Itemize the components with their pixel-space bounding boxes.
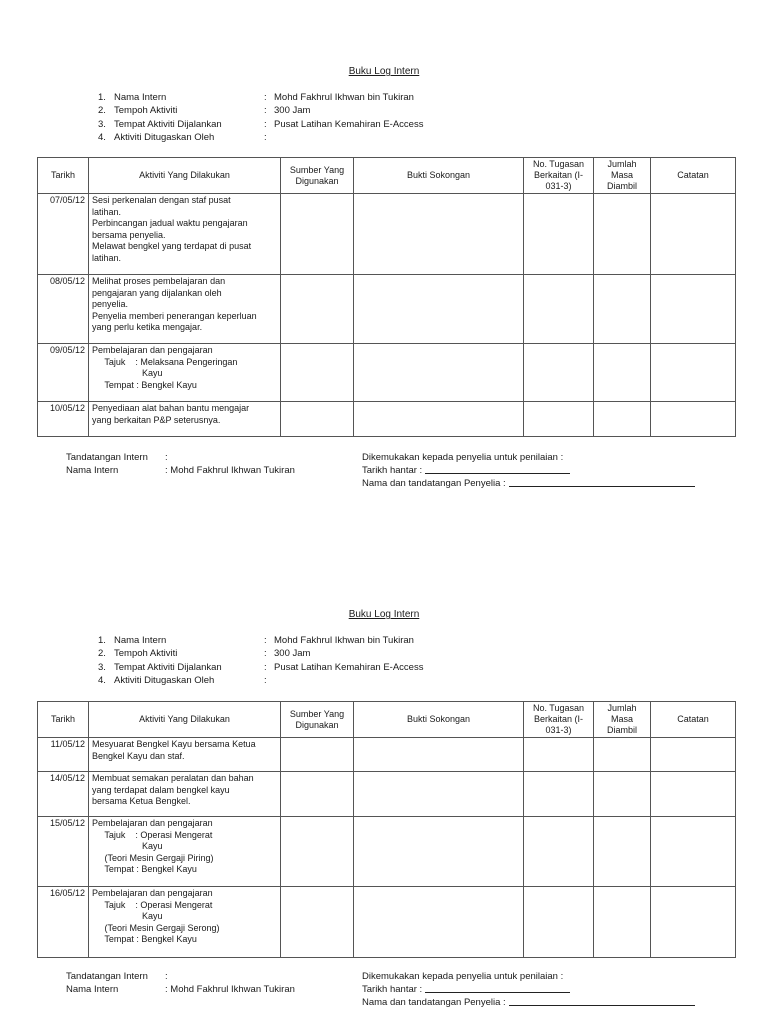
activity-line: Melihat proses pembelajaran dan: [92, 276, 226, 286]
time-taken-cell: [594, 344, 651, 402]
resource-cell: [281, 817, 354, 887]
activity-line: Mesyuarat Bengkel Kayu bersama Ketua: [92, 739, 256, 749]
time-taken-cell: [594, 275, 651, 344]
notes-cell: [651, 817, 736, 887]
submission-label: Nama dan tandatangan Penyelia :: [362, 997, 506, 1008]
table-row: [38, 275, 736, 344]
signature-line[interactable]: [425, 464, 570, 474]
signature-line[interactable]: [509, 477, 695, 487]
resource-cell: [281, 194, 354, 275]
column-header: Bukti Sokongan: [354, 702, 524, 738]
evidence-cell: [354, 887, 524, 958]
activity-line: Tajuk : Operasi Mengerat: [92, 829, 213, 840]
info-item: [98, 647, 598, 660]
task-number-cell: [524, 275, 594, 344]
column-header: No. Tugasan Berkaitan (I-031-3): [524, 702, 594, 738]
info-item: [98, 674, 598, 687]
activity-line: Tempat : Bengkel Kayu: [92, 379, 197, 390]
notes-cell: [651, 887, 736, 958]
column-header: Jumlah Masa Diambil: [594, 702, 651, 738]
notes-cell: [651, 344, 736, 402]
submission-label: Nama dan tandatangan Penyelia :: [362, 478, 506, 489]
table-row: [38, 344, 736, 402]
info-value: Pusat Latihan Kemahiran E-Access: [274, 661, 424, 673]
activity-line: bersama penyelia.: [92, 229, 166, 240]
activity-cell: [89, 194, 281, 275]
date-cell: 07/05/12: [38, 194, 89, 275]
table-row: [38, 772, 736, 817]
notes-cell: [651, 275, 736, 344]
submission-row: [362, 451, 695, 464]
time-taken-cell: [594, 738, 651, 772]
activity-line: Perbincangan jadual waktu pengajaran: [92, 218, 248, 228]
table-row: [38, 402, 736, 437]
intern-info-list: [98, 91, 598, 144]
notes-cell: [651, 738, 736, 772]
submission-label: Dikemukakan kepada penyelia untuk penilaian :: [362, 452, 564, 463]
submission-row: [362, 477, 695, 490]
log-table: [37, 701, 736, 958]
activity-line: pengajaran yang dijalankan oleh: [92, 287, 222, 298]
date-cell: 14/05/12: [38, 772, 89, 817]
task-number-cell: [524, 194, 594, 275]
activity-line: yang perlu ketika mengajar.: [92, 322, 203, 332]
signature-row: [66, 970, 295, 983]
activity-line: Tempat : Bengkel Kayu: [92, 864, 197, 874]
notes-cell: [651, 402, 736, 437]
activity-line: latihan.: [92, 206, 122, 217]
info-colon: :: [264, 635, 267, 646]
table-header-row: [38, 158, 736, 194]
activity-line: Tajuk : Operasi Mengerat: [92, 899, 213, 910]
submission-row: [362, 970, 695, 983]
resource-cell: [281, 738, 354, 772]
info-value: Mohd Fakhrul Ikhwan bin Tukiran: [274, 92, 414, 103]
info-num: 4.: [98, 131, 106, 143]
activity-line: yang berkaitan P&P seterusnya.: [92, 414, 221, 425]
activity-line: Penyelia memberi penerangan keperluan: [92, 310, 257, 321]
activity-line: Pembelajaran dan pengajaran: [92, 345, 213, 355]
signature-value: : Mohd Fakhrul Ikhwan Tukiran: [165, 465, 295, 476]
info-value: Mohd Fakhrul Ikhwan bin Tukiran: [274, 635, 414, 646]
resource-cell: [281, 275, 354, 344]
signature-line[interactable]: [509, 996, 695, 1006]
supervisor-submission-block: [362, 970, 695, 1009]
info-colon: :: [264, 661, 267, 673]
info-num: 3.: [98, 661, 106, 673]
log-table: [37, 157, 736, 437]
column-header: Catatan: [651, 702, 736, 738]
column-header: Jumlah Masa Diambil: [594, 158, 651, 194]
column-header: Sumber Yang Digunakan: [281, 158, 354, 194]
column-header: Sumber Yang Digunakan: [281, 702, 354, 738]
notes-cell: [651, 194, 736, 275]
table-row: [38, 738, 736, 772]
info-colon: :: [264, 118, 267, 130]
activity-line: latihan.: [92, 252, 122, 263]
submission-label: Dikemukakan kepada penyelia untuk penilaian :: [362, 971, 564, 982]
signature-label: Nama Intern: [66, 984, 119, 995]
notes-cell: [651, 772, 736, 817]
activity-line: Membuat semakan peralatan dan bahan: [92, 773, 254, 783]
date-cell: 08/05/12: [38, 275, 89, 344]
signature-label: Tandatangan Intern: [66, 971, 148, 982]
resource-cell: [281, 402, 354, 437]
activity-cell: [89, 887, 281, 958]
signature-label: Tandatangan Intern: [66, 452, 148, 463]
signature-value: :: [165, 452, 168, 463]
evidence-cell: [354, 402, 524, 437]
time-taken-cell: [594, 194, 651, 275]
column-header: Catatan: [651, 158, 736, 194]
signature-line[interactable]: [425, 983, 570, 993]
activity-line: Bengkel Kayu dan staf.: [92, 750, 185, 761]
date-cell: 09/05/12: [38, 344, 89, 402]
info-num: 2.: [98, 648, 106, 660]
activity-line: yang terdapat dalam bengkel kayu: [92, 784, 230, 795]
intern-signature-block: [66, 970, 295, 996]
column-header: No. Tugasan Berkaitan (I-031-3): [524, 158, 594, 194]
info-label: Tempoh Aktiviti: [114, 105, 178, 117]
page-title: Buku Log Intern: [348, 609, 420, 620]
activity-line: Kayu: [92, 368, 163, 378]
activity-cell: [89, 772, 281, 817]
evidence-cell: [354, 738, 524, 772]
table-row: [38, 887, 736, 958]
activity-line: Kayu: [92, 841, 163, 851]
page-title: Buku Log Intern: [348, 66, 420, 77]
signature-value: :: [165, 971, 168, 982]
resource-cell: [281, 344, 354, 402]
time-taken-cell: [594, 402, 651, 437]
date-cell: 10/05/12: [38, 402, 89, 437]
intern-signature-block: [66, 451, 295, 477]
info-label: Nama Intern: [114, 92, 167, 103]
info-colon: :: [264, 648, 267, 660]
date-cell: 15/05/12: [38, 817, 89, 887]
intern-info-list: [98, 634, 598, 687]
evidence-cell: [354, 344, 524, 402]
submission-row: [362, 996, 695, 1009]
activity-line: Melawat bengkel yang terdapat di pusat: [92, 241, 252, 251]
activity-cell: [89, 402, 281, 437]
info-label: Tempat Aktiviti Dijalankan: [114, 661, 222, 673]
activity-cell: [89, 275, 281, 344]
info-num: 3.: [98, 118, 106, 130]
signature-row: [66, 464, 295, 477]
time-taken-cell: [594, 817, 651, 887]
evidence-cell: [354, 817, 524, 887]
activity-line: Penyediaan alat bahan bantu mengajar: [92, 403, 250, 413]
info-colon: :: [264, 131, 267, 143]
date-cell: 16/05/12: [38, 887, 89, 958]
activity-line: bersama Ketua Bengkel.: [92, 796, 191, 806]
activity-line: (Teori Mesin Gergaji Piring): [92, 852, 214, 863]
info-item: [98, 118, 598, 131]
task-number-cell: [524, 772, 594, 817]
activity-line: Sesi perkenalan dengan staf pusat: [92, 195, 231, 205]
signature-row: [66, 451, 295, 464]
time-taken-cell: [594, 772, 651, 817]
info-item: [98, 131, 598, 144]
activity-line: Tajuk : Melaksana Pengeringan: [92, 356, 238, 367]
info-num: 2.: [98, 105, 106, 117]
signature-value: : Mohd Fakhrul Ikhwan Tukiran: [165, 984, 295, 995]
evidence-cell: [354, 772, 524, 817]
info-num: 1.: [98, 92, 106, 103]
table-row: [38, 194, 736, 275]
info-label: Nama Intern: [114, 635, 167, 646]
submission-label: Tarikh hantar :: [362, 465, 423, 476]
column-header: Aktiviti Yang Dilakukan: [89, 702, 281, 738]
date-cell: 11/05/12: [38, 738, 89, 772]
table-row: [38, 817, 736, 887]
resource-cell: [281, 887, 354, 958]
info-colon: :: [264, 674, 267, 686]
info-item: [98, 661, 598, 674]
activity-line: Pembelajaran dan pengajaran: [92, 888, 213, 898]
info-label: Tempat Aktiviti Dijalankan: [114, 118, 222, 130]
activity-line: (Teori Mesin Gergaji Serong): [92, 922, 220, 933]
info-num: 1.: [98, 635, 106, 646]
task-number-cell: [524, 817, 594, 887]
info-value: Pusat Latihan Kemahiran E-Access: [274, 118, 424, 130]
activity-line: penyelia.: [92, 299, 129, 309]
info-label: Tempoh Aktiviti: [114, 648, 178, 660]
info-label: Aktiviti Ditugaskan Oleh: [114, 674, 215, 686]
submission-row: [362, 464, 695, 477]
evidence-cell: [354, 194, 524, 275]
submission-row: [362, 983, 695, 996]
column-header: Tarikh: [38, 158, 89, 194]
task-number-cell: [524, 887, 594, 958]
info-item: [98, 91, 598, 104]
info-num: 4.: [98, 674, 106, 686]
info-item: [98, 634, 598, 647]
info-colon: :: [264, 105, 267, 117]
activity-line: Tempat : Bengkel Kayu: [92, 934, 197, 944]
supervisor-submission-block: [362, 451, 695, 490]
table-header-row: [38, 702, 736, 738]
column-header: Bukti Sokongan: [354, 158, 524, 194]
signature-label: Nama Intern: [66, 465, 119, 476]
activity-line: Pembelajaran dan pengajaran: [92, 818, 213, 828]
activity-cell: [89, 344, 281, 402]
info-value: 300 Jam: [274, 105, 311, 117]
signature-row: [66, 983, 295, 996]
column-header: Tarikh: [38, 702, 89, 738]
resource-cell: [281, 772, 354, 817]
info-value: 300 Jam: [274, 648, 311, 660]
time-taken-cell: [594, 887, 651, 958]
info-label: Aktiviti Ditugaskan Oleh: [114, 131, 215, 143]
activity-cell: [89, 817, 281, 887]
activity-cell: [89, 738, 281, 772]
task-number-cell: [524, 738, 594, 772]
evidence-cell: [354, 275, 524, 344]
task-number-cell: [524, 344, 594, 402]
info-colon: :: [264, 92, 267, 103]
column-header: Aktiviti Yang Dilakukan: [89, 158, 281, 194]
submission-label: Tarikh hantar :: [362, 984, 423, 995]
task-number-cell: [524, 402, 594, 437]
activity-line: Kayu: [92, 911, 163, 921]
info-item: [98, 104, 598, 117]
